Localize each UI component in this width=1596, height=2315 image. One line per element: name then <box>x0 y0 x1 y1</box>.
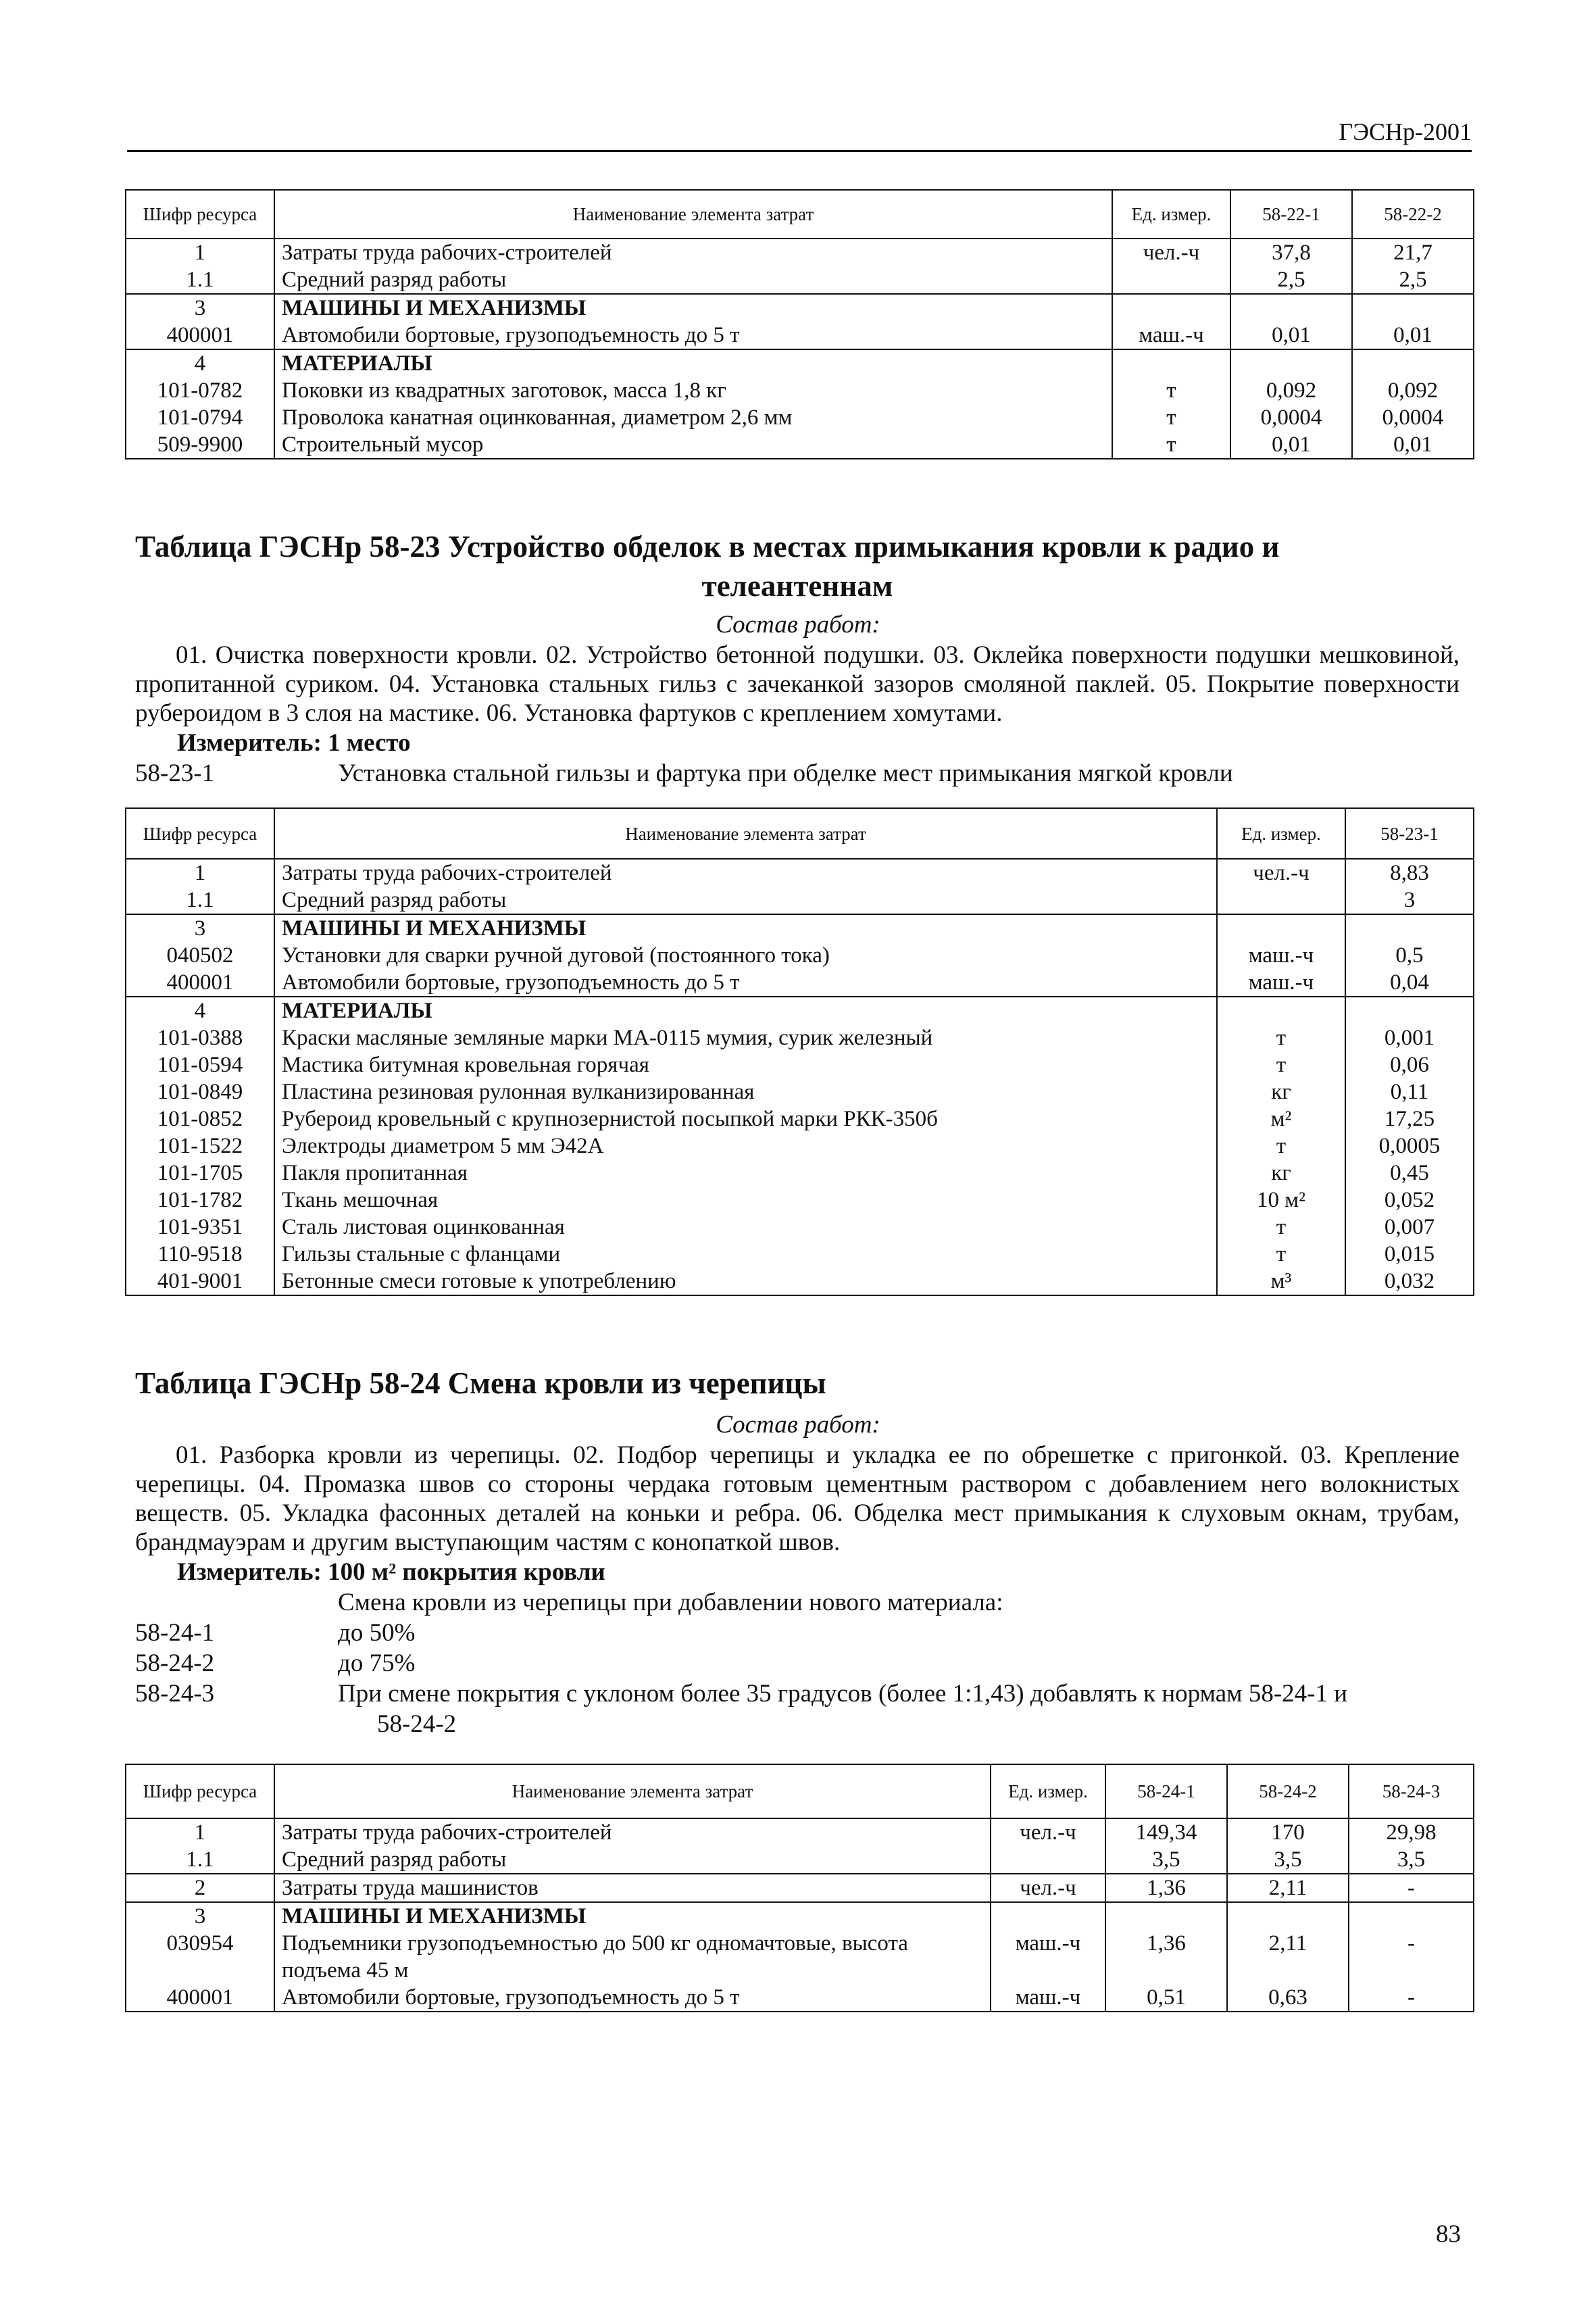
table-row: 101-0794 Проволока канатная оцинкованная, диаметром 2,6 мм т 0,0004 0,0004 <box>126 404 1474 431</box>
table-row: 101-1782 Ткань мешочная 10 м² 0,052 <box>126 1187 1474 1214</box>
norm-code: 58-24-2 <box>135 1649 215 1677</box>
norm-text-cont: 58-24-2 <box>377 1710 457 1738</box>
table-row: 101-0388 Краски масляные земляные марки МА-0115 мумия, сурик железный т 0,001 <box>126 1024 1474 1051</box>
col-header: Ед. измер. <box>991 1764 1105 1818</box>
table-row: 400001 Автомобили бортовые, грузоподъемность до 5 т маш.-ч 0,01 0,01 <box>126 322 1474 349</box>
norm-text: Установка стальной гильзы и фартука при обделке мест примыкания мягкой кровли <box>338 760 1233 787</box>
col-header: 58-24-1 <box>1105 1764 1227 1818</box>
document-code: ГЭСНр-2001 <box>1339 118 1472 145</box>
table-row: 110-9518 Гильзы стальные с фланцами т 0,015 <box>126 1241 1474 1268</box>
meter-line: Измеритель: 1 место <box>177 729 411 757</box>
col-header: Ед. измер. <box>1217 808 1345 859</box>
table-row: 400001 Автомобили бортовые, грузоподъемность до 5 т маш.-ч 0,51 0,63 - <box>126 1984 1474 2012</box>
table-row: 1.1 Средний разряд работы 3 <box>126 887 1474 914</box>
norms-intro: Смена кровли из черепицы при добавлении нового материала: <box>338 1589 1003 1616</box>
col-header: 58-24-2 <box>1227 1764 1349 1818</box>
title-line-1: Таблица ГЭСНр 58-23 Устройство обделок в местах примыкания кровли к радио и <box>135 530 1280 564</box>
table-row: 040502 Установки для сварки ручной дуговой (постоянного тока) маш.-ч 0,5 <box>126 942 1474 969</box>
col-header: Шифр ресурса <box>126 1764 274 1818</box>
table-row: 1 Затраты труда рабочих-строителей чел.-ч 37,8 21,7 <box>126 239 1474 266</box>
table-58-24 <box>125 1764 1474 2012</box>
table-header-row <box>126 808 1474 859</box>
norm-code: 58-24-1 <box>135 1619 215 1647</box>
table-header-row <box>126 1764 1474 1818</box>
col-header: Шифр ресурса <box>126 808 274 859</box>
table-row: 4 МАТЕРИАЛЫ <box>126 349 1474 377</box>
table-row: 3 МАШИНЫ И МЕХАНИЗМЫ <box>126 914 1474 942</box>
table-row: 101-0849 Пластина резиновая рулонная вулканизированная кг 0,11 <box>126 1078 1474 1105</box>
table-row: 030954 Подъемники грузоподъемностью до 500 кг одномачтовые, высота подъема 45 м маш.-ч 1,36 2,11 - <box>126 1930 1474 1984</box>
composition-text: 01. Разборка кровли из черепицы. 02. Подбор черепицы и укладка ее по обрешетке с пригонкой. 03. Крепление черепицы. 04. Промазка швов со стороны чердака готовым цементным раствором с добавлением него волокнистых веществ. 05. Укладка фасонных деталей на коньки и ребра. 06. Обделка мест примыкания к слуховым окнам, трубам, брандмауэрам и другим выступающим частям с конопаткой швов. <box>135 1441 1460 1556</box>
table-row: 101-9351 Сталь листовая оцинкованная т 0,007 <box>126 1214 1474 1241</box>
table-row: 101-0782 Поковки из квадратных заготовок, масса 1,8 кг т 0,092 0,092 <box>126 377 1474 404</box>
section-title-58-24: Таблица ГЭСНр 58-24 Смена кровли из черепицы <box>135 1366 826 1400</box>
norm-text: до 75% <box>338 1649 416 1677</box>
col-header: 58-22-1 <box>1230 190 1352 239</box>
table-row: 101-0852 Рубероид кровельный с крупнозернистой посыпкой марки РКК-350б м² 17,25 <box>126 1105 1474 1132</box>
table-58-23 <box>125 807 1474 1296</box>
norm-code: 58-24-3 <box>135 1680 215 1708</box>
norm-code: 58-23-1 <box>135 760 215 787</box>
table-row: 3 МАШИНЫ И МЕХАНИЗМЫ <box>126 294 1474 322</box>
table-row: 101-1522 Электроды диаметром 5 мм Э42А т 0,0005 <box>126 1132 1474 1160</box>
page-number: 83 <box>1436 2220 1461 2248</box>
norm-text: При смене покрытия с уклоном более 35 градусов (более 1:1,43) добавлять к нормам 58-24-1 и <box>338 1680 1348 1708</box>
table-header-row <box>126 190 1474 239</box>
col-header: Наименование элемента затрат <box>274 1764 991 1818</box>
table-row: 1 Затраты труда рабочих-строителей чел.-ч 8,83 <box>126 859 1474 887</box>
title-line-2: телеантеннам <box>701 569 893 603</box>
table-row: 101-0594 Мастика битумная кровельная горячая т 0,06 <box>126 1051 1474 1078</box>
table-row: 3 МАШИНЫ И МЕХАНИЗМЫ <box>126 1902 1474 1930</box>
running-header <box>127 115 1472 152</box>
table-row: 1.1 Средний разряд работы 2,5 2,5 <box>126 266 1474 294</box>
meter-line: Измеритель: 100 м² покрытия кровли <box>177 1558 605 1586</box>
composition-label: Состав работ: <box>716 1411 880 1439</box>
table-row: 509-9900 Строительный мусор т 0,01 0,01 <box>126 431 1474 459</box>
col-header: 58-24-3 <box>1349 1764 1474 1818</box>
table-row: 401-9001 Бетонные смеси готовые к употреблению м³ 0,032 <box>126 1268 1474 1295</box>
table-row: 1 Затраты труда рабочих-строителей чел.-ч 149,34 170 29,98 <box>126 1818 1474 1846</box>
table-58-22 <box>125 189 1474 459</box>
section-title-58-23 <box>135 527 1460 605</box>
norm-text: до 50% <box>338 1619 416 1647</box>
table-row: 4 МАТЕРИАЛЫ <box>126 997 1474 1024</box>
table-row: 1.1 Средний разряд работы 3,5 3,5 3,5 <box>126 1846 1474 1874</box>
col-header: 58-23-1 <box>1345 808 1474 859</box>
composition-text: 01. Очистка поверхности кровли. 02. Устройство бетонной подушки. 03. Оклейка поверхности подушки мешковиной, пропитанной суриком. 04. Установка стальных гильз с зачеканкой зазоров смоляной паклей. 05. Покрытие поверхности рубероидом в 3 слоя на мастике. 06. Установка фартуков с креплением хомутами. <box>135 641 1460 727</box>
table-row: 2 Затраты труда машинистов чел.-ч 1,36 2,11 - <box>126 1874 1474 1902</box>
col-header: Ед. измер. <box>1112 190 1230 239</box>
col-header: Наименование элемента затрат <box>274 190 1112 239</box>
col-header: 58-22-2 <box>1352 190 1474 239</box>
col-header: Шифр ресурса <box>126 190 274 239</box>
table-row: 400001 Автомобили бортовые, грузоподъемность до 5 т маш.-ч 0,04 <box>126 969 1474 997</box>
composition-label: Состав работ: <box>716 611 880 639</box>
table-row: 101-1705 Пакля пропитанная кг 0,45 <box>126 1160 1474 1187</box>
col-header: Наименование элемента затрат <box>274 808 1217 859</box>
